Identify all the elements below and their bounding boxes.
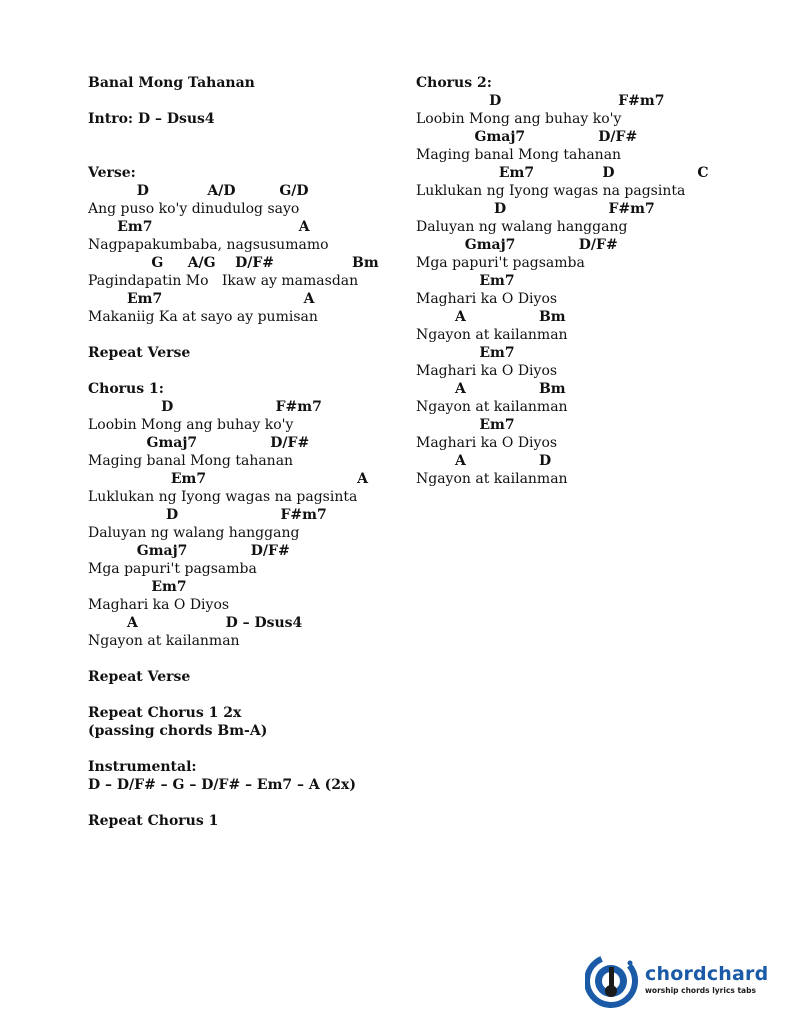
lyric-line: Luklukan ng Iyong wagas na pagsinta (416, 183, 686, 199)
repeat-verse-label: Repeat Verse (88, 669, 191, 685)
chord-line: Em7 (416, 345, 515, 361)
left-column (88, 74, 398, 830)
lyric-line: Loobin Mong ang buhay ko'y (416, 111, 622, 127)
chord-line: D A/D G/D (88, 183, 309, 199)
lyric-line: Ngayon at kailanman (416, 399, 568, 415)
logo-tagline: worship chords lyrics tabs (645, 986, 756, 995)
chordchard-logo (585, 953, 769, 1009)
instrumental-line: D – D/F# – G – D/F# – Em7 – A (2x) (88, 777, 356, 793)
chord-line: Gmaj7 D/F# (88, 435, 310, 451)
repeat-verse-label: Repeat Verse (88, 345, 191, 361)
chord-line: Em7 (416, 273, 515, 289)
chord-line: D F#m7 (416, 201, 655, 217)
chord-line: A D – Dsus4 (88, 615, 303, 631)
chord-line: Gmaj7 D/F# (416, 129, 638, 145)
chord-line: Em7 A (88, 291, 315, 307)
chordchard-logo-mark-icon (585, 953, 641, 1009)
lyric-line: Ang puso ko'y dinudulog sayo (88, 201, 300, 217)
lyric-line: Maghari ka O Diyos (416, 291, 558, 307)
chord-line: D F#m7 (88, 507, 327, 523)
lyric-line: Ngayon at kailanman (416, 327, 568, 343)
lyric-line: Makaniig Ka at sayo ay pumisan (88, 309, 318, 325)
lyric-line: Luklukan ng Iyong wagas na pagsinta (88, 489, 358, 505)
logo-wordmark: chordchard (645, 963, 769, 985)
chorus2-heading: Chorus 2: (416, 75, 492, 91)
repeat-chorus-2x-label: Repeat Chorus 1 2x (88, 705, 242, 721)
repeat-chorus-label: Repeat Chorus 1 (88, 813, 219, 829)
intro-line: Intro: D – Dsus4 (88, 111, 215, 127)
lyric-line: Daluyan ng walang hanggang (88, 525, 300, 541)
chord-line: Em7 D C (416, 165, 709, 181)
lyric-line: Ngayon at kailanman (416, 471, 568, 487)
song-title: Banal Mong Tahanan (88, 75, 255, 91)
chord-line: Em7 (88, 579, 187, 595)
chord-line: Em7 (416, 417, 515, 433)
instrumental-heading: Instrumental: (88, 759, 197, 775)
lyric-line: Mga papuri't pagsamba (416, 255, 585, 271)
lyric-line: Loobin Mong ang buhay ko'y (88, 417, 294, 433)
lyric-line: Pagindapatin Mo Ikaw ay mamasdan (88, 273, 359, 289)
chord-line: A Bm (416, 381, 566, 397)
chord-line: Gmaj7 D/F# (416, 237, 618, 253)
verse-heading: Verse: (88, 165, 136, 181)
chord-line: A D (416, 453, 552, 469)
chorus1-heading: Chorus 1: (88, 381, 164, 397)
right-column (416, 74, 716, 488)
lyric-line: Ngayon at kailanman (88, 633, 240, 649)
chord-line: Em7 A (88, 219, 310, 235)
chord-line: G A/G D/F# Bm (88, 255, 379, 271)
lyric-line: Daluyan ng walang hanggang (416, 219, 628, 235)
lyric-line: Maghari ka O Diyos (416, 435, 558, 451)
chord-line: D F#m7 (88, 399, 322, 415)
lyric-line: Maghari ka O Diyos (88, 597, 230, 613)
lyric-line: Maghari ka O Diyos (416, 363, 558, 379)
lyric-line: Maging banal Mong tahanan (88, 453, 294, 469)
chord-line: D F#m7 (416, 93, 665, 109)
passing-chords-note: (passing chords Bm-A) (88, 723, 268, 739)
chord-line: A Bm (416, 309, 566, 325)
chord-line: Gmaj7 D/F# (88, 543, 290, 559)
lyric-line: Maging banal Mong tahanan (416, 147, 622, 163)
chord-line: Em7 A (88, 471, 369, 487)
lyric-line: Nagpapakumbaba, nagsusumamo (88, 237, 329, 253)
lyric-line: Mga papuri't pagsamba (88, 561, 257, 577)
